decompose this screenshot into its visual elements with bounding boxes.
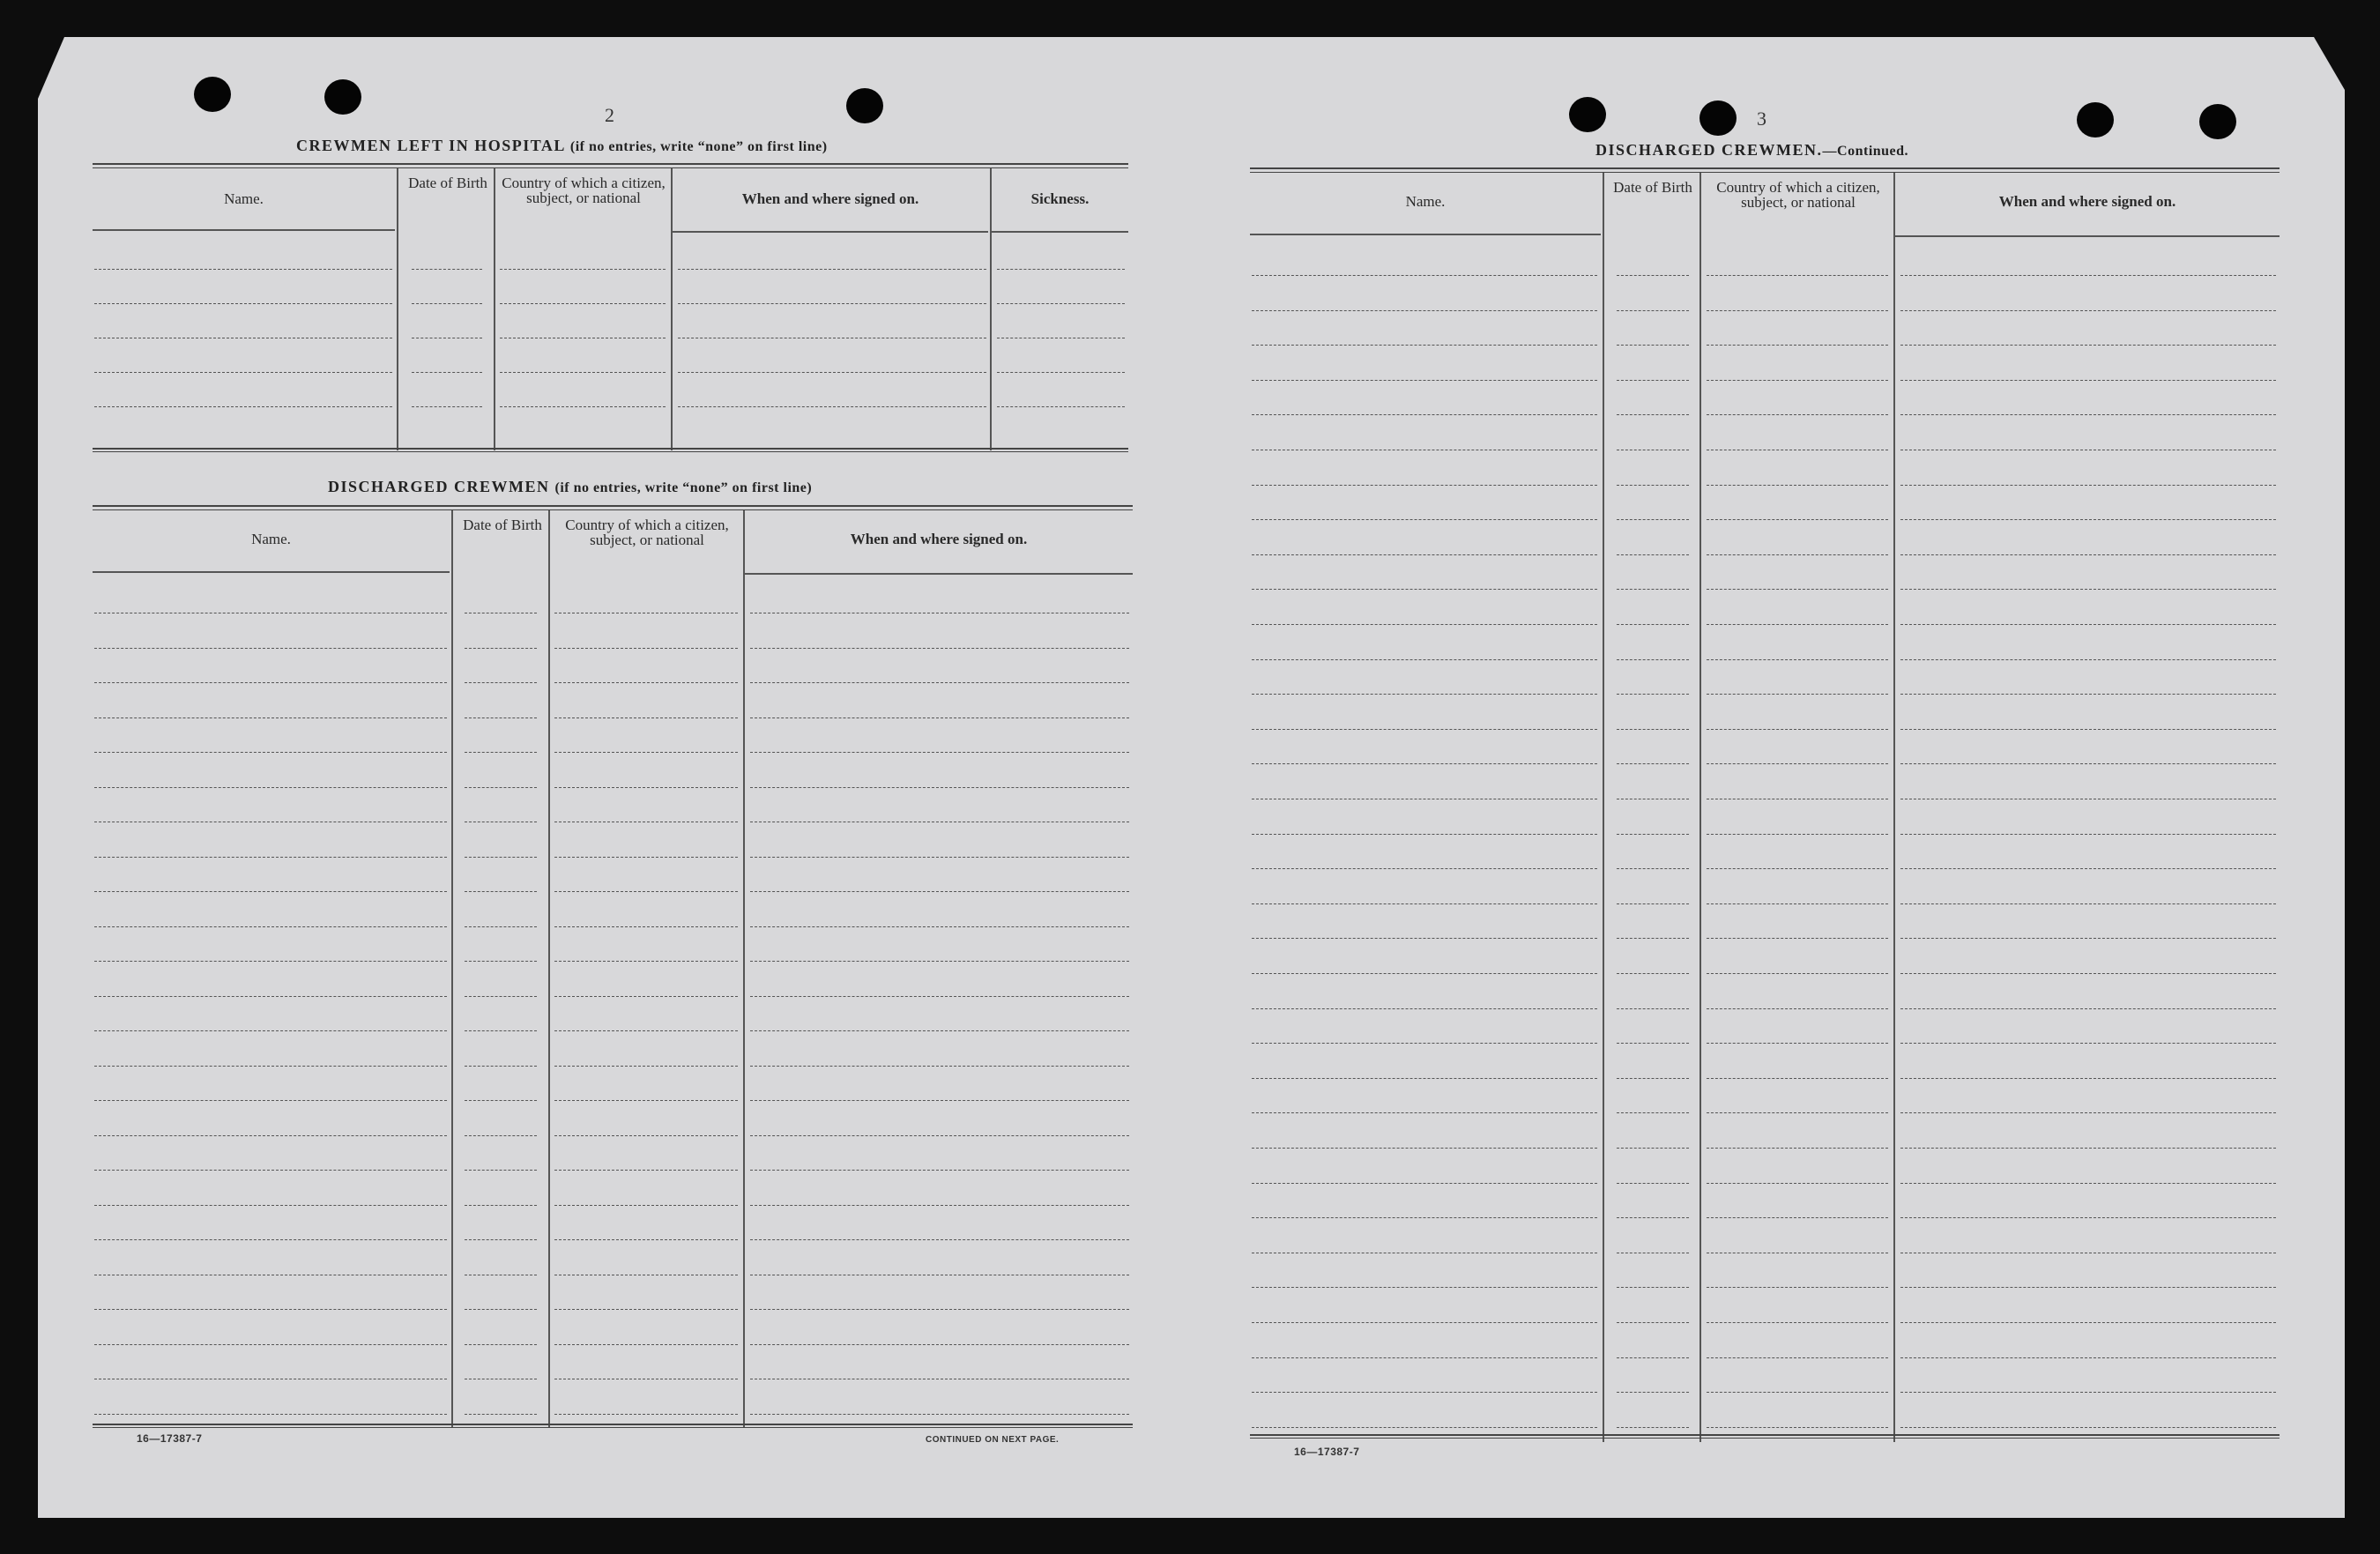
entry-line[interactable] (678, 303, 986, 304)
entry-line[interactable] (1252, 1427, 1597, 1428)
entry-line[interactable] (1900, 1392, 2276, 1393)
entry-line[interactable] (465, 996, 537, 997)
entry-line[interactable] (750, 1100, 1129, 1101)
entry-line[interactable] (750, 1239, 1129, 1240)
entry-line[interactable] (1707, 659, 1888, 660)
entry-line[interactable] (1707, 1287, 1888, 1288)
entry-line[interactable] (1900, 275, 2276, 276)
entry-line[interactable] (1900, 485, 2276, 486)
entry-line[interactable] (94, 1135, 447, 1136)
header-rule (1250, 234, 1601, 235)
entry-line[interactable] (412, 269, 482, 270)
entry-line[interactable] (1617, 519, 1689, 520)
entry-line[interactable] (1900, 519, 2276, 520)
entry-line[interactable] (1617, 938, 1689, 939)
entry-line[interactable] (465, 648, 537, 649)
column-divider (1699, 173, 1701, 1442)
column-header-country: Country of which a citizen, subject, or national (1716, 179, 1880, 211)
entry-line[interactable] (1617, 414, 1689, 415)
entry-line[interactable] (1617, 834, 1689, 835)
entry-line[interactable] (1252, 485, 1597, 486)
entry-line[interactable] (465, 926, 537, 927)
table-rule (1250, 1434, 2280, 1436)
entry-line[interactable] (1252, 1008, 1597, 1009)
entry-line[interactable] (1252, 694, 1597, 695)
entry-line[interactable] (1617, 1322, 1689, 1323)
punch-hole (194, 77, 231, 112)
entry-line[interactable] (1617, 275, 1689, 276)
entry-line[interactable] (1707, 275, 1888, 276)
column-divider (548, 510, 550, 1427)
entry-line[interactable] (465, 857, 537, 858)
table-rule (93, 163, 1128, 165)
entry-line[interactable] (500, 269, 666, 270)
entry-line[interactable] (94, 372, 392, 373)
entry-line[interactable] (1252, 414, 1597, 415)
entry-line[interactable] (1707, 868, 1888, 869)
punch-hole (324, 79, 361, 115)
entry-line[interactable] (1617, 1217, 1689, 1218)
entry-line[interactable] (554, 1100, 738, 1101)
table-rule (93, 505, 1133, 507)
entry-line[interactable] (1252, 1322, 1597, 1323)
entry-line[interactable] (1707, 1008, 1888, 1009)
hospital-title-note: (if no entries, write “none” on first line) (569, 139, 828, 154)
entry-line[interactable] (1707, 485, 1888, 486)
entry-line[interactable] (1900, 624, 2276, 625)
entry-line[interactable] (1617, 1183, 1689, 1184)
entry-line[interactable] (94, 682, 447, 683)
entry-line[interactable] (554, 961, 738, 962)
entry-line[interactable] (750, 787, 1129, 788)
entry-line[interactable] (1252, 380, 1597, 381)
entry-line[interactable] (1252, 729, 1597, 730)
column-header-sickness: Sickness. (1030, 190, 1090, 207)
entry-line[interactable] (1252, 624, 1597, 625)
entry-line[interactable] (1900, 903, 2276, 904)
page-number: 3 (1757, 108, 1766, 130)
entry-line[interactable] (94, 857, 447, 858)
header-rule (93, 571, 450, 573)
entry-line[interactable] (1707, 589, 1888, 590)
table-rule (93, 167, 1128, 168)
table-rule (1250, 167, 2280, 169)
entry-line[interactable] (750, 648, 1129, 649)
entry-line[interactable] (1617, 624, 1689, 625)
column-divider (494, 168, 495, 450)
entry-line[interactable] (1252, 973, 1597, 974)
entry-line[interactable] (1252, 589, 1597, 590)
entry-line[interactable] (1617, 729, 1689, 730)
entry-line[interactable] (750, 1135, 1129, 1136)
entry-line[interactable] (94, 1170, 447, 1171)
entry-line[interactable] (465, 1414, 537, 1415)
entry-line[interactable] (1900, 1078, 2276, 1079)
entry-line[interactable] (554, 996, 738, 997)
table-rule (1250, 1438, 2280, 1439)
entry-line[interactable] (1252, 1287, 1597, 1288)
entry-line[interactable] (554, 1239, 738, 1240)
table-rule (93, 451, 1128, 452)
column-header-name: Name. (1405, 193, 1446, 210)
discharged-continued-note: —Continued. (1822, 144, 1909, 159)
table-rule (1250, 172, 2280, 173)
header-rule (93, 229, 395, 231)
entry-line[interactable] (1252, 310, 1597, 311)
entry-line[interactable] (554, 1205, 738, 1206)
entry-line[interactable] (750, 961, 1129, 962)
entry-line[interactable] (465, 1066, 537, 1067)
entry-line[interactable] (1617, 345, 1689, 346)
entry-line[interactable] (500, 303, 666, 304)
column-header-date-of-birth: Date of Birth (1613, 179, 1692, 196)
entry-line[interactable] (1252, 1112, 1597, 1113)
entry-line[interactable] (554, 682, 738, 683)
entry-line[interactable] (1252, 868, 1597, 869)
entry-line[interactable] (554, 1030, 738, 1031)
entry-line[interactable] (1900, 659, 2276, 660)
entry-line[interactable] (1900, 1112, 2276, 1113)
entry-line[interactable] (1252, 1392, 1597, 1393)
hospital-table (93, 163, 1128, 454)
entry-line[interactable] (1707, 1078, 1888, 1079)
column-divider (451, 510, 453, 1427)
entry-line[interactable] (1252, 1357, 1597, 1358)
entry-line[interactable] (465, 682, 537, 683)
entry-line[interactable] (94, 752, 447, 753)
entry-line[interactable] (1252, 275, 1597, 276)
entry-line[interactable] (1707, 834, 1888, 835)
entry-line[interactable] (465, 961, 537, 962)
entry-line[interactable] (678, 406, 986, 407)
entry-line[interactable] (1900, 1183, 2276, 1184)
continued-note: CONTINUED ON NEXT PAGE. (926, 1435, 1060, 1445)
paper-corner-cut (38, 37, 64, 99)
entry-line[interactable] (94, 269, 392, 270)
entry-line[interactable] (1707, 1217, 1888, 1218)
entry-line[interactable] (1900, 729, 2276, 730)
punch-hole (846, 88, 883, 123)
entry-line[interactable] (1617, 1287, 1689, 1288)
entry-line[interactable] (1900, 938, 2276, 939)
entry-line[interactable] (1707, 624, 1888, 625)
entry-line[interactable] (500, 406, 666, 407)
entry-line[interactable] (1900, 973, 2276, 974)
entry-line[interactable] (554, 1135, 738, 1136)
entry-line[interactable] (1252, 1217, 1597, 1218)
paper-corner-cut-right (2314, 37, 2345, 90)
entry-line[interactable] (554, 1344, 738, 1345)
discharged-table (93, 505, 1133, 1431)
entry-line[interactable] (750, 1309, 1129, 1310)
entry-line[interactable] (997, 303, 1125, 304)
entry-line[interactable] (1900, 310, 2276, 311)
column-header-date-of-birth: Date of Birth (463, 517, 542, 533)
entry-line[interactable] (1252, 1183, 1597, 1184)
entry-line[interactable] (750, 1205, 1129, 1206)
entry-line[interactable] (465, 787, 537, 788)
entry-line[interactable] (554, 787, 738, 788)
entry-line[interactable] (554, 891, 738, 892)
entry-line[interactable] (1900, 1357, 2276, 1358)
entry-line[interactable] (465, 1170, 537, 1171)
entry-line[interactable] (1252, 1148, 1597, 1149)
entry-line[interactable] (465, 1344, 537, 1345)
entry-line[interactable] (554, 1066, 738, 1067)
column-header-country: Country of which a citizen, subject, or national (565, 517, 729, 548)
discharged-continued-table (1250, 167, 2280, 1446)
entry-line[interactable] (1707, 310, 1888, 311)
entry-line[interactable] (1900, 834, 2276, 835)
discharged-continued-title (1595, 141, 1908, 160)
table-rule (93, 509, 1133, 510)
entry-line[interactable] (94, 891, 447, 892)
header-rule (673, 231, 988, 233)
entry-line[interactable] (1707, 554, 1888, 555)
entry-line[interactable] (1252, 1078, 1597, 1079)
entry-line[interactable] (1252, 834, 1597, 835)
punch-hole (2199, 104, 2236, 139)
entry-line[interactable] (1900, 1427, 2276, 1428)
entry-line[interactable] (94, 1066, 447, 1067)
entry-line[interactable] (1617, 659, 1689, 660)
header-rule (1895, 235, 2280, 237)
entry-line[interactable] (94, 1100, 447, 1101)
column-header-name: Name. (251, 531, 291, 547)
entry-line[interactable] (554, 752, 738, 753)
entry-line[interactable] (1900, 414, 2276, 415)
discharged-title-note: (if no entries, write “none” on first line) (554, 480, 813, 495)
entry-line[interactable] (94, 648, 447, 649)
entry-line[interactable] (1900, 380, 2276, 381)
entry-line[interactable] (94, 787, 447, 788)
entry-line[interactable] (1707, 1427, 1888, 1428)
entry-line[interactable] (1617, 1008, 1689, 1009)
entry-line[interactable] (94, 1414, 447, 1415)
entry-line[interactable] (1707, 1183, 1888, 1184)
entry-line[interactable] (1617, 973, 1689, 974)
entry-line[interactable] (465, 1100, 537, 1101)
entry-line[interactable] (1707, 414, 1888, 415)
entry-line[interactable] (465, 891, 537, 892)
entry-line[interactable] (1900, 694, 2276, 695)
entry-line[interactable] (1617, 1392, 1689, 1393)
entry-line[interactable] (1707, 763, 1888, 764)
entry-line[interactable] (1707, 694, 1888, 695)
entry-line[interactable] (1707, 1392, 1888, 1393)
entry-line[interactable] (678, 269, 986, 270)
entry-line[interactable] (1252, 554, 1597, 555)
entry-line[interactable] (465, 1309, 537, 1310)
entry-line[interactable] (1900, 1217, 2276, 1218)
entry-line[interactable] (465, 1239, 537, 1240)
entry-line[interactable] (500, 372, 666, 373)
form-number: 16—17387-7 (137, 1432, 203, 1445)
entry-line[interactable] (465, 1030, 537, 1031)
entry-line[interactable] (412, 303, 482, 304)
entry-line[interactable] (1617, 1112, 1689, 1113)
entry-line[interactable] (465, 1205, 537, 1206)
table-rule (93, 448, 1128, 450)
entry-line[interactable] (465, 1135, 537, 1136)
entry-line[interactable] (1707, 1043, 1888, 1044)
entry-line[interactable] (1252, 938, 1597, 939)
column-header-name: Name. (224, 190, 264, 207)
entry-line[interactable] (554, 857, 738, 858)
entry-line[interactable] (1707, 1148, 1888, 1149)
entry-line[interactable] (750, 1030, 1129, 1031)
column-divider (671, 168, 673, 450)
hospital-title-text: CREWMEN LEFT IN HOSPITAL (296, 137, 565, 154)
entry-line[interactable] (94, 406, 392, 407)
entry-line[interactable] (1252, 659, 1597, 660)
entry-line[interactable] (412, 406, 482, 407)
table-rule (93, 1427, 1133, 1428)
entry-line[interactable] (1707, 1112, 1888, 1113)
entry-line[interactable] (678, 372, 986, 373)
column-header-signed-on: When and where signed on. (741, 190, 919, 207)
entry-line[interactable] (1900, 1148, 2276, 1149)
entry-line[interactable] (94, 961, 447, 962)
header-rule (992, 231, 1128, 233)
entry-line[interactable] (1252, 903, 1597, 904)
entry-line[interactable] (1707, 903, 1888, 904)
entry-line[interactable] (1617, 763, 1689, 764)
entry-line[interactable] (554, 926, 738, 927)
page-number: 2 (605, 104, 614, 126)
entry-line[interactable] (1707, 938, 1888, 939)
entry-line[interactable] (1617, 903, 1689, 904)
column-divider (397, 168, 398, 450)
form-number: 16—17387-7 (1294, 1446, 1360, 1458)
entry-line[interactable] (94, 1344, 447, 1345)
column-divider (1603, 173, 1604, 1442)
entry-line[interactable] (750, 1170, 1129, 1171)
column-divider (743, 510, 745, 1427)
entry-line[interactable] (1900, 589, 2276, 590)
entry-line[interactable] (94, 1205, 447, 1206)
entry-line[interactable] (1900, 554, 2276, 555)
punch-hole (1569, 97, 1606, 132)
entry-line[interactable] (94, 303, 392, 304)
entry-line[interactable] (554, 1170, 738, 1171)
entry-line[interactable] (1707, 729, 1888, 730)
entry-line[interactable] (1617, 589, 1689, 590)
entry-line[interactable] (1707, 1322, 1888, 1323)
entry-line[interactable] (1617, 1078, 1689, 1079)
entry-line[interactable] (1900, 1322, 2276, 1323)
entry-line[interactable] (750, 926, 1129, 927)
entry-line[interactable] (1900, 345, 2276, 346)
entry-line[interactable] (1617, 310, 1689, 311)
entry-line[interactable] (1900, 763, 2276, 764)
entry-line[interactable] (750, 1344, 1129, 1345)
entry-line[interactable] (1617, 1427, 1689, 1428)
entry-line[interactable] (1617, 380, 1689, 381)
entry-line[interactable] (465, 752, 537, 753)
entry-line[interactable] (1707, 519, 1888, 520)
entry-line[interactable] (750, 1414, 1129, 1415)
entry-line[interactable] (554, 1414, 738, 1415)
hospital-section-title (296, 137, 828, 155)
entry-line[interactable] (1707, 973, 1888, 974)
entry-line[interactable] (750, 1066, 1129, 1067)
entry-line[interactable] (1617, 1357, 1689, 1358)
punch-hole (2077, 102, 2114, 138)
entry-line[interactable] (997, 372, 1125, 373)
entry-line[interactable] (1252, 345, 1597, 346)
entry-line[interactable] (997, 406, 1125, 407)
entry-line[interactable] (750, 891, 1129, 892)
punch-hole (1699, 100, 1737, 136)
entry-line[interactable] (1617, 1148, 1689, 1149)
entry-line[interactable] (1617, 694, 1689, 695)
entry-line[interactable] (1900, 868, 2276, 869)
entry-line[interactable] (94, 996, 447, 997)
column-header-date-of-birth: Date of Birth (408, 175, 487, 191)
entry-line[interactable] (412, 372, 482, 373)
entry-line[interactable] (1617, 1043, 1689, 1044)
entry-line[interactable] (1617, 485, 1689, 486)
entry-line[interactable] (997, 269, 1125, 270)
entry-line[interactable] (1252, 519, 1597, 520)
entry-line[interactable] (1900, 1008, 2276, 1009)
discharged-section-title (328, 478, 812, 496)
entry-line[interactable] (1617, 868, 1689, 869)
entry-line[interactable] (554, 648, 738, 649)
column-header-signed-on: When and where signed on. (1998, 193, 2176, 210)
table-rule (93, 1424, 1133, 1425)
entry-line[interactable] (1707, 380, 1888, 381)
entry-line[interactable] (554, 1309, 738, 1310)
column-divider (1893, 173, 1895, 1442)
entry-line[interactable] (94, 1239, 447, 1240)
entry-line[interactable] (750, 996, 1129, 997)
column-divider (990, 168, 992, 450)
entry-line[interactable] (1252, 763, 1597, 764)
entry-line[interactable] (1900, 1287, 2276, 1288)
discharged-continued-title-text: DISCHARGED CREWMEN. (1595, 141, 1823, 159)
entry-line[interactable] (1252, 1043, 1597, 1044)
entry-line[interactable] (1900, 1043, 2276, 1044)
entry-line[interactable] (750, 682, 1129, 683)
entry-line[interactable] (94, 1030, 447, 1031)
entry-line[interactable] (94, 926, 447, 927)
entry-line[interactable] (1617, 554, 1689, 555)
discharged-title-text: DISCHARGED CREWMEN (328, 478, 550, 495)
entry-line[interactable] (1707, 345, 1888, 346)
entry-line[interactable] (94, 1309, 447, 1310)
entry-line[interactable] (750, 752, 1129, 753)
entry-line[interactable] (750, 857, 1129, 858)
column-header-signed-on: When and where signed on. (850, 531, 1028, 547)
entry-line[interactable] (1707, 1357, 1888, 1358)
column-header-country: Country of which a citizen, subject, or national (502, 175, 666, 206)
header-rule (745, 573, 1133, 575)
